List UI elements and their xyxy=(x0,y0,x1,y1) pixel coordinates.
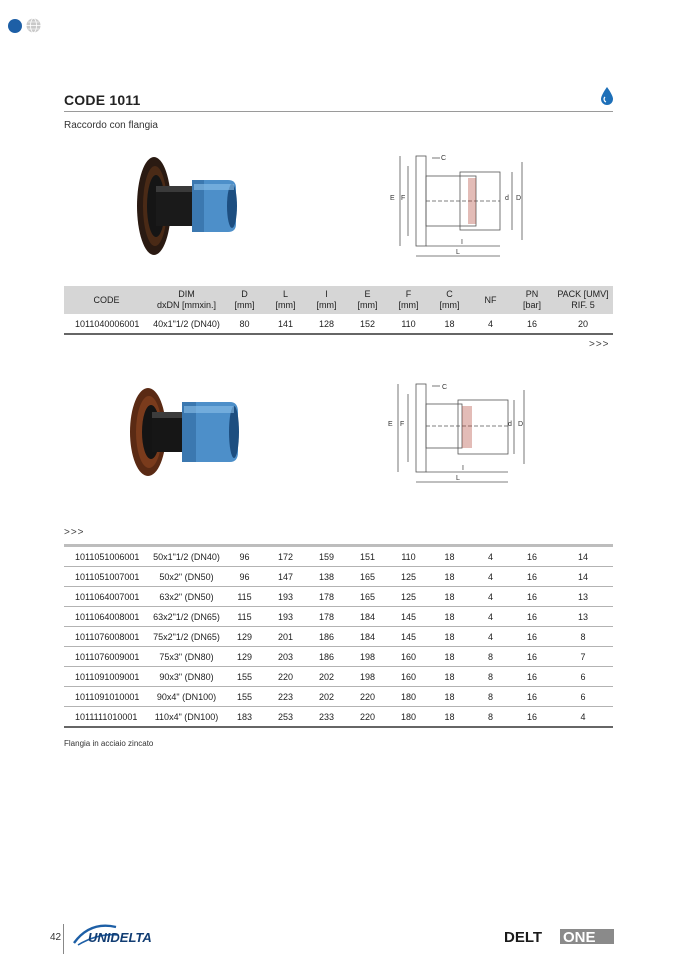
cell-e: 184 xyxy=(347,607,388,627)
table-row xyxy=(64,627,613,647)
col-header-e: E [mm] xyxy=(347,286,388,314)
cell-pn: 16 xyxy=(511,627,553,647)
cell-e: 184 xyxy=(347,627,388,647)
brand-right-b: ONE xyxy=(563,929,596,945)
cell-nf: 4 xyxy=(470,546,511,567)
water-drop-icon xyxy=(600,86,614,106)
cell-code: 1011064007001 xyxy=(64,587,149,607)
cell-f: 145 xyxy=(388,627,429,647)
cell-f: 110 xyxy=(388,546,429,567)
label-e: E xyxy=(388,421,393,428)
cell-dim: 40x1"1/2 (DN40) xyxy=(149,314,224,334)
cell-e: 220 xyxy=(347,687,388,707)
cell-e: 198 xyxy=(347,667,388,687)
label-c: C xyxy=(442,384,448,391)
col-header-pack: PACK [UMV] RIF. 5 xyxy=(553,286,613,314)
cell-f: 125 xyxy=(388,587,429,607)
cell-c: 18 xyxy=(429,546,470,567)
col-header-i: I [mm] xyxy=(306,286,347,314)
cell-dim: 110x4" (DN100) xyxy=(149,707,224,728)
cell-nf: 8 xyxy=(470,687,511,707)
brand-dot xyxy=(8,19,22,33)
continue-marker: >>> xyxy=(589,339,610,350)
cell-c: 18 xyxy=(429,587,470,607)
cell-pack: 6 xyxy=(553,687,613,707)
cell-f: 125 xyxy=(388,567,429,587)
col-header-code: CODE xyxy=(64,286,149,314)
cell-e: 152 xyxy=(347,314,388,334)
label-i: I xyxy=(462,465,464,472)
cell-l: 141 xyxy=(265,314,306,334)
title-rule xyxy=(64,111,613,112)
cell-code: 1011064008001 xyxy=(64,607,149,627)
table-row xyxy=(64,687,613,707)
cell-code: 1011111010001 xyxy=(64,707,149,728)
cell-code: 1011091009001 xyxy=(64,667,149,687)
cell-code: 1011091010001 xyxy=(64,687,149,707)
cell-d: 115 xyxy=(224,587,265,607)
cell-d: 155 xyxy=(224,687,265,707)
deltone-logo xyxy=(504,927,614,945)
cell-e: 165 xyxy=(347,587,388,607)
cell-code: 1011076009001 xyxy=(64,647,149,667)
unidelta-logo xyxy=(72,921,208,947)
cell-pack: 13 xyxy=(553,587,613,607)
cell-i: 128 xyxy=(306,314,347,334)
cell-pn: 16 xyxy=(511,687,553,707)
cell-pack: 4 xyxy=(553,707,613,728)
cell-l: 223 xyxy=(265,687,306,707)
cell-d: 155 xyxy=(224,667,265,687)
cell-e: 151 xyxy=(347,546,388,567)
cell-i: 202 xyxy=(306,687,347,707)
cell-dim: 50x2" (DN50) xyxy=(149,567,224,587)
technical-drawing-1 xyxy=(388,148,528,260)
cell-pack: 20 xyxy=(553,314,613,334)
continued-marker: >>> xyxy=(64,527,85,538)
table-row xyxy=(64,647,613,667)
table-row xyxy=(64,546,613,567)
cell-nf: 8 xyxy=(470,647,511,667)
label-l: L xyxy=(456,249,460,256)
cell-d: 115 xyxy=(224,607,265,627)
col-header-d: D [mm] xyxy=(224,286,265,314)
cell-pack: 8 xyxy=(553,627,613,647)
col-header-pn: PN [bar] xyxy=(511,286,553,314)
cell-f: 145 xyxy=(388,607,429,627)
cell-i: 186 xyxy=(306,647,347,667)
cell-c: 18 xyxy=(429,607,470,627)
cell-d: 129 xyxy=(224,627,265,647)
cell-dim: 75x3" (DN80) xyxy=(149,647,224,667)
product-photo-1 xyxy=(132,150,244,262)
cell-i: 178 xyxy=(306,587,347,607)
cell-pn: 16 xyxy=(511,607,553,627)
globe-icon xyxy=(26,18,41,33)
cell-l: 193 xyxy=(265,587,306,607)
cell-d: 129 xyxy=(224,647,265,667)
footnote: Flangia in acciaio zincato xyxy=(64,739,154,748)
cell-nf: 4 xyxy=(470,627,511,647)
label-f: F xyxy=(400,421,405,428)
col-header-l: L [mm] xyxy=(265,286,306,314)
table-row xyxy=(64,567,613,587)
cell-pn: 16 xyxy=(511,707,553,728)
cell-c: 18 xyxy=(429,627,470,647)
cell-dim: 63x2"1/2 (DN65) xyxy=(149,607,224,627)
cell-e: 165 xyxy=(347,567,388,587)
footer-divider xyxy=(63,924,64,954)
cell-d: 96 xyxy=(224,546,265,567)
table-row xyxy=(64,667,613,687)
cell-f: 160 xyxy=(388,667,429,687)
cell-f: 110 xyxy=(388,314,429,334)
cell-pn: 16 xyxy=(511,587,553,607)
cell-pack: 14 xyxy=(553,546,613,567)
cell-l: 220 xyxy=(265,667,306,687)
label-d-big: D xyxy=(516,195,522,202)
cell-dim: 50x1"1/2 (DN40) xyxy=(149,546,224,567)
col-header-dim: DIM dxDN [mmxin.] xyxy=(149,286,224,314)
cell-i: 138 xyxy=(306,567,347,587)
cell-i: 186 xyxy=(306,627,347,647)
table-row xyxy=(64,707,613,728)
cell-code: 1011051007001 xyxy=(64,567,149,587)
brand-right-a: DELT xyxy=(504,929,543,945)
col-header-c: C [mm] xyxy=(429,286,470,314)
cell-l: 172 xyxy=(265,546,306,567)
cell-nf: 8 xyxy=(470,707,511,728)
label-d-small: d xyxy=(508,421,512,428)
cell-code: 1011040006001 xyxy=(64,314,149,334)
cell-d: 80 xyxy=(224,314,265,334)
label-d-big: D xyxy=(518,421,524,428)
cell-c: 18 xyxy=(429,667,470,687)
cell-pn: 16 xyxy=(511,647,553,667)
cell-code: 1011076008001 xyxy=(64,627,149,647)
cell-l: 253 xyxy=(265,707,306,728)
label-d-small: d xyxy=(505,195,509,202)
cell-i: 159 xyxy=(306,546,347,567)
col-header-f: F [mm] xyxy=(388,286,429,314)
label-c: C xyxy=(441,155,447,162)
technical-drawing-2 xyxy=(386,378,532,486)
label-e: E xyxy=(390,195,395,202)
cell-code: 1011051006001 xyxy=(64,546,149,567)
cell-pack: 7 xyxy=(553,647,613,667)
cell-c: 18 xyxy=(429,567,470,587)
cell-c: 18 xyxy=(429,314,470,334)
table-row xyxy=(64,607,613,627)
cell-dim: 63x2" (DN50) xyxy=(149,587,224,607)
label-l: L xyxy=(456,475,460,482)
cell-e: 198 xyxy=(347,647,388,667)
cell-pack: 13 xyxy=(553,607,613,627)
cell-f: 180 xyxy=(388,707,429,728)
cell-l: 193 xyxy=(265,607,306,627)
cell-dim: 90x3" (DN80) xyxy=(149,667,224,687)
cell-pack: 14 xyxy=(553,567,613,587)
cell-dim: 90x4" (DN100) xyxy=(149,687,224,707)
spec-table-2 xyxy=(64,544,613,728)
cell-c: 18 xyxy=(429,647,470,667)
cell-e: 220 xyxy=(347,707,388,728)
col-header-nf: NF xyxy=(470,286,511,314)
cell-c: 18 xyxy=(429,687,470,707)
cell-l: 203 xyxy=(265,647,306,667)
cell-i: 178 xyxy=(306,607,347,627)
cell-pn: 16 xyxy=(511,314,553,334)
cell-pn: 16 xyxy=(511,567,553,587)
cell-nf: 4 xyxy=(470,567,511,587)
cell-i: 233 xyxy=(306,707,347,728)
cell-pn: 16 xyxy=(511,667,553,687)
page-number: 42 xyxy=(50,932,62,943)
cell-dim: 75x2"1/2 (DN65) xyxy=(149,627,224,647)
cell-nf: 4 xyxy=(470,314,511,334)
cell-l: 201 xyxy=(265,627,306,647)
table-row xyxy=(64,314,613,334)
cell-nf: 4 xyxy=(470,607,511,627)
cell-d: 183 xyxy=(224,707,265,728)
product-description: Raccordo con flangia xyxy=(64,120,158,131)
cell-pn: 16 xyxy=(511,546,553,567)
cell-i: 202 xyxy=(306,667,347,687)
cell-l: 147 xyxy=(265,567,306,587)
cell-nf: 4 xyxy=(470,587,511,607)
page-title: CODE 1011 xyxy=(64,92,141,108)
label-f: F xyxy=(401,195,406,202)
product-photo-2 xyxy=(126,386,244,478)
cell-d: 96 xyxy=(224,567,265,587)
cell-f: 160 xyxy=(388,647,429,667)
cell-f: 180 xyxy=(388,687,429,707)
cell-pack: 6 xyxy=(553,667,613,687)
brand-left-text: UNIDELTA xyxy=(88,930,152,945)
spec-table-1 xyxy=(64,286,613,335)
cell-c: 18 xyxy=(429,707,470,728)
table-row xyxy=(64,587,613,607)
cell-nf: 8 xyxy=(470,667,511,687)
label-i: I xyxy=(461,239,463,246)
